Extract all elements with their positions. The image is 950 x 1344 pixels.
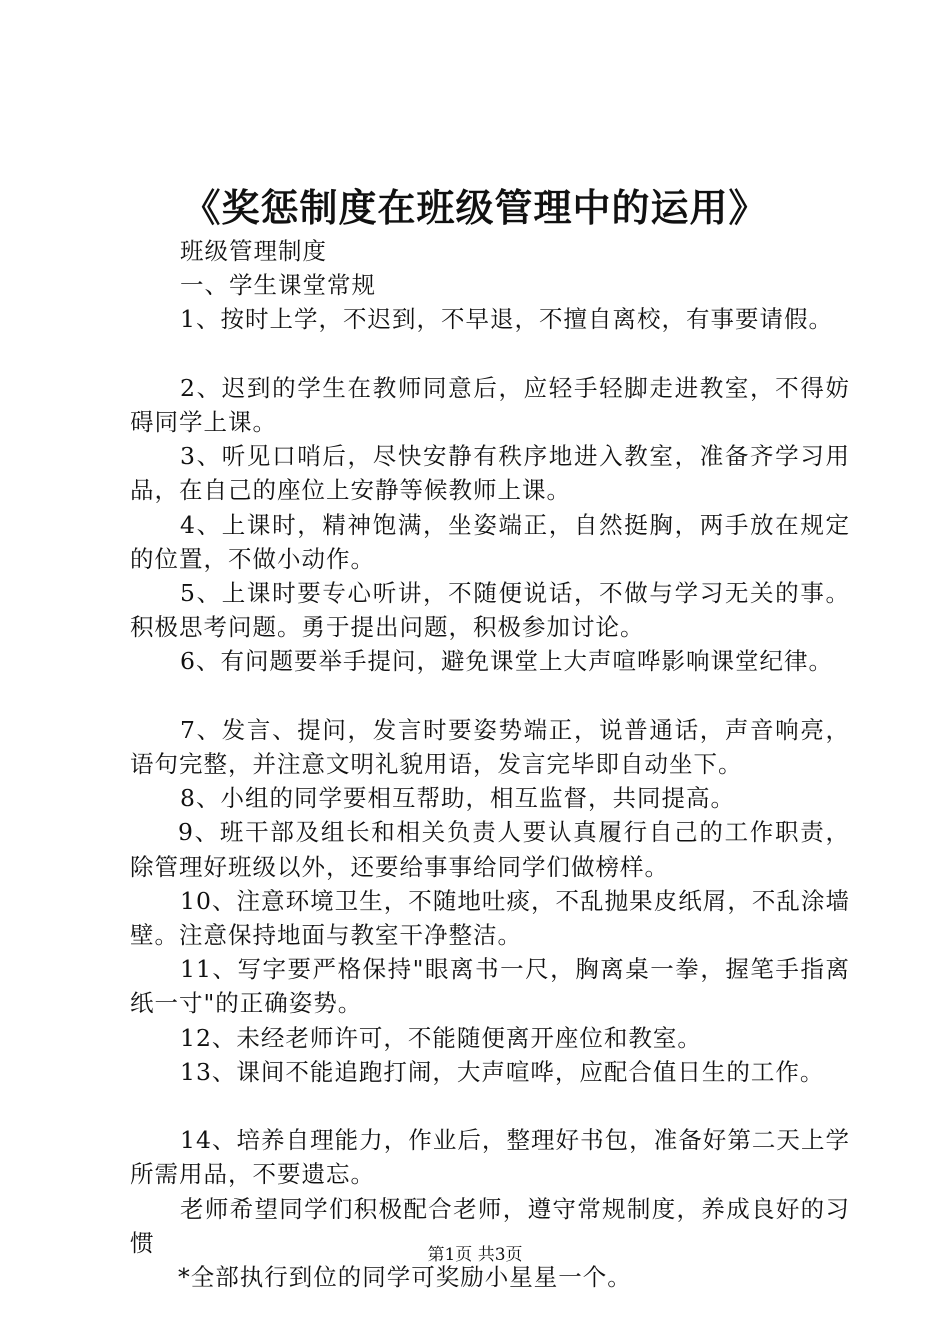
paragraph-rule-8: 8、小组的同学要相互帮助，相互监督，共同提高。 (180, 784, 735, 813)
paragraph-rule-7: 7、发言、提问，发言时要姿势端正，说普通话，声音响亮，语句完整，并注意文明礼貌用语，发言完毕即自动坐下。 (130, 715, 850, 779)
paragraph-rule-2: 2、迟到的学生在教师同意后，应轻手轻脚走进教室，不得妨碍同学上课。 (130, 373, 850, 436)
paragraph-rule-1: 1、按时上学，不迟到，不早退，不擅自离校，有事要请假。 (180, 305, 833, 334)
page-number-footer: 第1页 共3页 (427, 1245, 523, 1265)
paragraph-rule-11: 11、写字要严格保持"眼离书一尺，胸离桌一拳，握笔手指离纸一寸"的正确姿势。 (130, 955, 850, 1018)
paragraph-rule-10: 10、注意环境卫生，不随地吐痰，不乱抛果皮纸屑，不乱涂墙壁。注意保持地面与教室干净整洁。 (130, 886, 850, 950)
paragraph-reward-note: *全部执行到位的同学可奖励小星星一个。 (178, 1263, 632, 1292)
paragraph-closing: 老师希望同学们积极配合老师，遵守常规制度，养成良好的习惯 (130, 1194, 850, 1257)
paragraph-rule-6: 6、有问题要举手提问，避免课堂上大声喧哗影响课堂纪律。 (180, 647, 833, 676)
paragraph-rule-13: 13、课间不能追跑打闹，大声喧哗，应配合值日生的工作。 (180, 1057, 825, 1086)
document-body (130, 234, 850, 1294)
paragraph-rule-4: 4、上课时，精神饱满，坐姿端正，自然挺胸，两手放在规定的位置，不做小动作。 (130, 510, 850, 573)
document-title: 《奖惩制度在班级管理中的运用》 (182, 186, 768, 230)
paragraph-rule-9: 9、班干部及组长和相关负责人要认真履行自己的工作职责，除管理好班级以外，还要给事事给同学们做榜样。 (130, 818, 850, 881)
paragraph-rule-5: 5、上课时要专心听讲，不随便说话，不做与学习无关的事。积极思考问题。勇于提出问题，积极参加讨论。 (130, 579, 850, 642)
paragraph-rule-3: 3、听见口哨后，尽快安静有秩序地进入教室，准备齐学习用品，在自己的座位上安静等候教师上课。 (130, 442, 850, 505)
paragraph-subheading: 一、学生课堂常规 (180, 271, 376, 300)
paragraph-rule-12: 12、未经老师许可，不能随便离开座位和教室。 (180, 1023, 702, 1052)
paragraph-rule-14: 14、培养自理能力，作业后，整理好书包，准备好第二天上学所需用品，不要遗忘。 (130, 1126, 850, 1189)
paragraph-section-heading: 班级管理制度 (180, 237, 327, 265)
